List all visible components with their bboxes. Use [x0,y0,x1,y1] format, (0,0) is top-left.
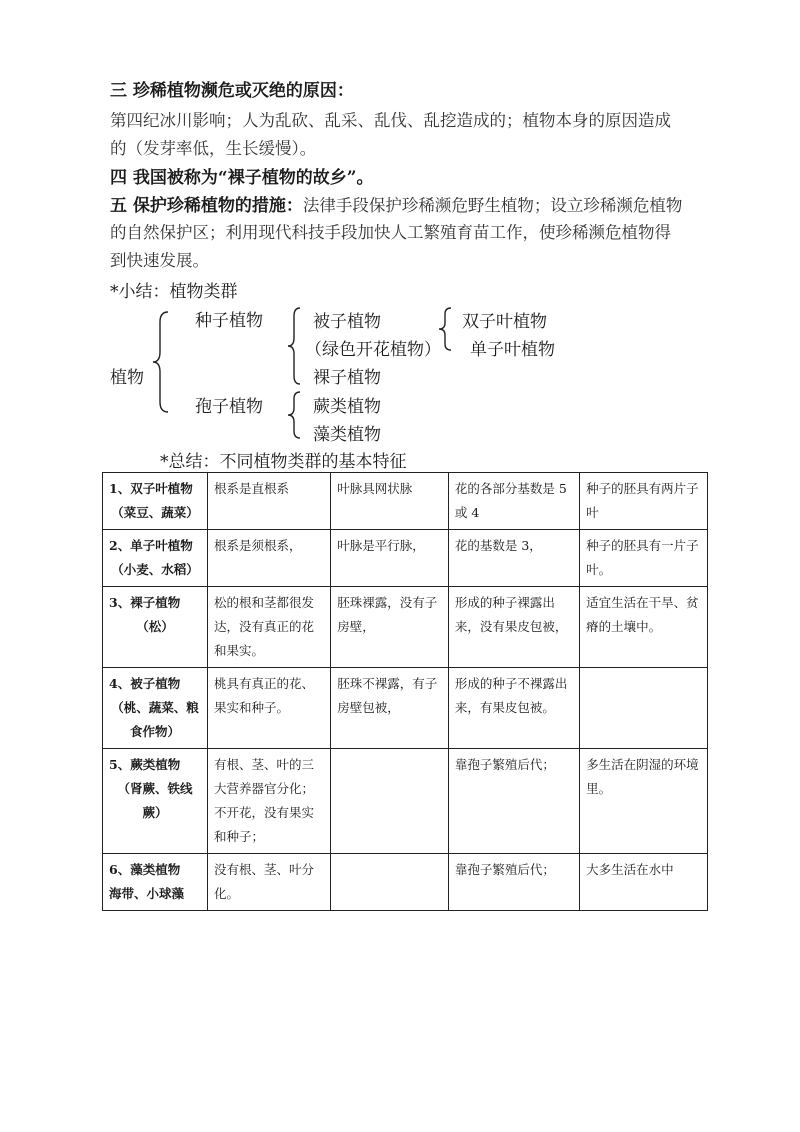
cell-seed-cover: 形成的种子裸露出来，没有果皮包被， [448,587,579,668]
group-name: 3、裸子植物 [109,595,181,610]
cell-root: 根系是直根系 [208,473,331,530]
tree-fern: 蕨类植物 [313,397,381,417]
cell-structure: 有根、茎、叶的三大营养器官分化；不开花，没有果实和种子； [208,749,331,854]
cell-plant-group [103,473,208,530]
spore-brace [285,390,303,440]
cell-vein: 叶脉具网状脉 [331,473,449,530]
cell-empty [331,854,449,911]
tree-gymnosperm: 裸子植物 [313,368,381,388]
cell-habitat: 大多生活在水中 [580,854,708,911]
cell-reproduction: 靠孢子繁殖后代； [448,749,579,854]
cell-root: 根系是须根系， [208,530,331,587]
cell-vein: 叶脉是平行脉， [331,530,449,587]
section3-line2: 的（发芽率低，生长缓慢）。 [110,139,317,158]
table-row [103,587,708,668]
section5-line1 [110,191,682,216]
section4-heading: 四 我国被称为“裸子植物的故乡”。 [110,168,374,188]
cell-reproduction: 靠孢子繁殖后代； [448,854,579,911]
cell-flower: 花的各部分基数是 5 或 4 [448,473,579,530]
group-name: 4、被子植物 [109,676,181,691]
table-row [103,854,708,911]
cell-flower: 花的基数是 3， [448,530,579,587]
features-table [102,472,708,911]
cell-plant-group [103,530,208,587]
root-brace [150,310,172,414]
cell-ovule: 胚珠裸露，没有子房壁， [331,587,449,668]
cell-seed: 种子的胚具有一片子叶。 [580,530,708,587]
section5-line3: 到快速发展。 [110,251,209,270]
cell-plant-group [103,854,208,911]
group-example: （小麦、水稻） [111,562,199,577]
tree-angiosperm-note: （绿色开花植物） [305,340,441,360]
group-name: 2、单子叶植物 [109,538,193,553]
group-example: （松） [136,619,174,634]
group-example: （桃、蔬菜、粮食作物） [111,700,199,739]
section5-line1-rest: 法律手段保护珍稀濒危野生植物；设立珍稀濒危植物 [302,196,683,215]
cell-seed: 种子的胚具有两片子叶 [580,473,708,530]
table-row [103,473,708,530]
tree-angiosperm: 被子植物 [313,312,381,332]
tree-dicot: 双子叶植物 [462,312,547,332]
tree-algae: 藻类植物 [313,425,381,445]
table-row [103,668,708,749]
table-row [103,749,708,854]
summary-title: *小结：植物类群 [110,282,238,302]
group-example: 海带、小球藻 [109,886,185,901]
section5-heading: 五 保护珍稀植物的措施： [110,196,303,216]
section3-line1: 第四纪冰川影响；人为乱砍、乱采、乱伐、乱挖造成的；植物本身的原因造成 [110,111,671,130]
group-example: （菜豆、蔬菜） [111,505,199,520]
group-name: 1、双子叶植物 [109,481,193,496]
group-name: 5、蕨类植物 [109,757,181,772]
angiosperm-brace [436,306,454,352]
cell-structure: 松的根和茎都很发达，没有真正的花和果实。 [208,587,331,668]
table-row [103,530,708,587]
section5-line2: 的自然保护区；利用现代科技手段加快人工繁殖育苗工作，使珍稀濒危植物得 [110,223,671,242]
cell-plant-group [103,668,208,749]
group-example: （肾蕨、铁线蕨） [117,781,193,820]
tree-root: 植物 [110,368,144,388]
tree-monocot: 单子叶植物 [470,340,555,360]
seed-brace [285,306,303,386]
cell-habitat: 多生活在阴湿的环境里。 [580,749,708,854]
cell-habitat: 适宜生活在干旱、贫瘠的土壤中。 [580,587,708,668]
section3-heading: 三 珍稀植物濒危或灭绝的原因： [110,81,354,101]
cell-ovule: 胚珠不裸露，有子房壁包被， [331,668,449,749]
table-title: *总结：不同植物类群的基本特征 [160,452,407,472]
cell-structure: 没有根、茎、叶分化。 [208,854,331,911]
group-name: 6、藻类植物 [109,862,181,877]
cell-structure: 桃具有真正的花、果实和种子。 [208,668,331,749]
cell-seed-cover: 形成的种子不裸露出来，有果皮包被。 [448,668,579,749]
tree-seed-plants: 种子植物 [195,311,263,331]
tree-spore-plants: 孢子植物 [195,397,263,417]
cell-plant-group [103,587,208,668]
cell-plant-group [103,749,208,854]
cell-empty [331,749,449,854]
cell-habitat [580,668,708,749]
